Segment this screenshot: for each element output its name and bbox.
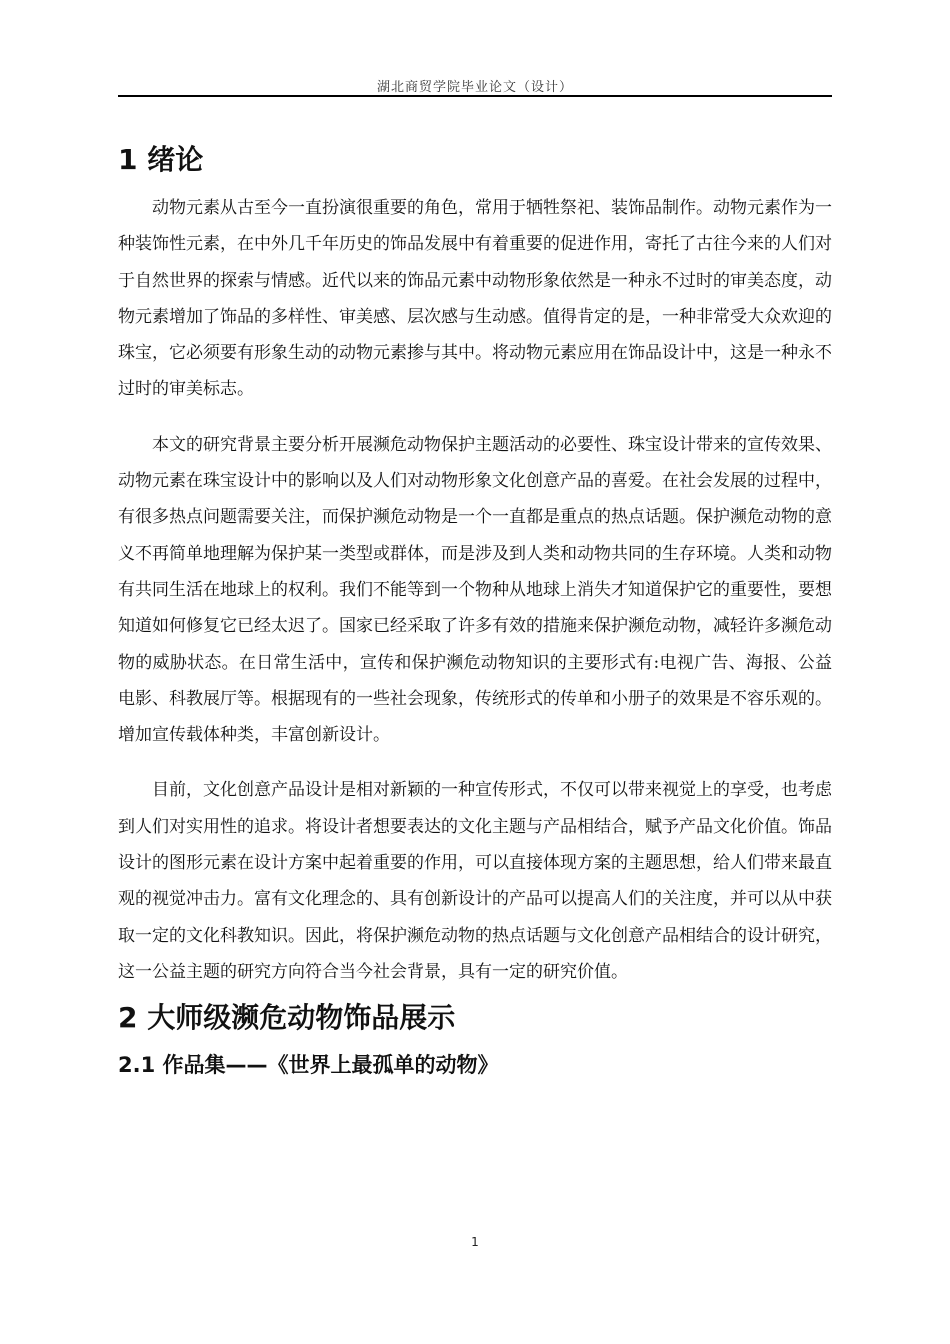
paragraph-1: 动物元素从古至今一直扮演很重要的角色，常用于牺牲祭祀、装饰品制作。动物元素作为一种装饰性元素，在中外几千年历史的饰品发展中有着重要的促进作用，寄托了古往今来的人们对于自然世界的探索与情感。近代以来的饰品元素中动物形象依然是一种永不过时的审美态度，动物元素增加了饰品的多样性、审美感、层次感与生动感。值得肯定的是，一种非常受大众欢迎的珠宝，它必须要有形象生动的动物元素掺与其中。将动物元素应用在饰品设计中，这是一种永不过时的审美标志。 bbox=[118, 198, 832, 400]
header-rule bbox=[118, 95, 832, 97]
page-number: 1 bbox=[471, 1235, 479, 1249]
paragraph-2: 本文的研究背景主要分析开展濒危动物保护主题活动的必要性、珠宝设计带来的宣传效果、动物元素在珠宝设计中的影响以及人们对动物形象文化创意产品的喜爱。在社会发展的过程中，有很多热点问题需要关注，而保护濒危动物是一个一直都是重点的热点话题。保护濒危动物的意义不再简单地理解为保护某一类型或群体，而是涉及到人类和动物共同的生存环境。人类和动物有共同生活在地球上的权利。我们不能等到一个物种从地球上消失才知道保护它的重要性，要想知道如何修复它已经太迟了。国家已经采取了许多有效的措施来保护濒危动物，减轻许多濒危动物的威胁状态。在日常生活中，宣传和保护濒危动物知识的主要形式有:电视广告、海报、公益电影、科教展厅等。根据现有的一些社会现象，传统形式的传单和小册子的效果是不容乐观的。增加宣传载体种类，丰富创新设计。 bbox=[118, 434, 832, 746]
page-header: 湖北商贸学院毕业论文（设计） bbox=[376, 80, 573, 95]
paragraph-spacer bbox=[118, 408, 832, 427]
document-body bbox=[118, 140, 832, 1080]
section-2-1-subheading: 2.1 作品集——《世界上最孤单的动物》 bbox=[118, 1053, 499, 1078]
paragraph-3: 目前，文化创意产品设计是相对新颖的一种宣传形式，不仅可以带来视觉上的享受，也考虑到人们对实用性的追求。将设计者想要表达的文化主题与产品相结合，赋予产品文化价值。饰品设计的图形元素在设计方案中起着重要的作用，可以直接体现方案的主题思想，给人们带来最直观的视觉冲击力。富有文化理念的、具有创新设计的产品可以提高人们的关注度，并可以从中获取一定的文化科教知识。因此，将保护濒危动物的热点话题与文化创意产品相结合的设计研究，这一公益主题的研究方向符合当今社会背景，具有一定的研究价值。 bbox=[118, 780, 832, 982]
section-1-heading: 1 绪论 bbox=[118, 143, 204, 176]
section-2-heading: 2 大师级濒危动物饰品展示 bbox=[118, 1001, 456, 1035]
paragraph-spacer bbox=[118, 753, 832, 772]
